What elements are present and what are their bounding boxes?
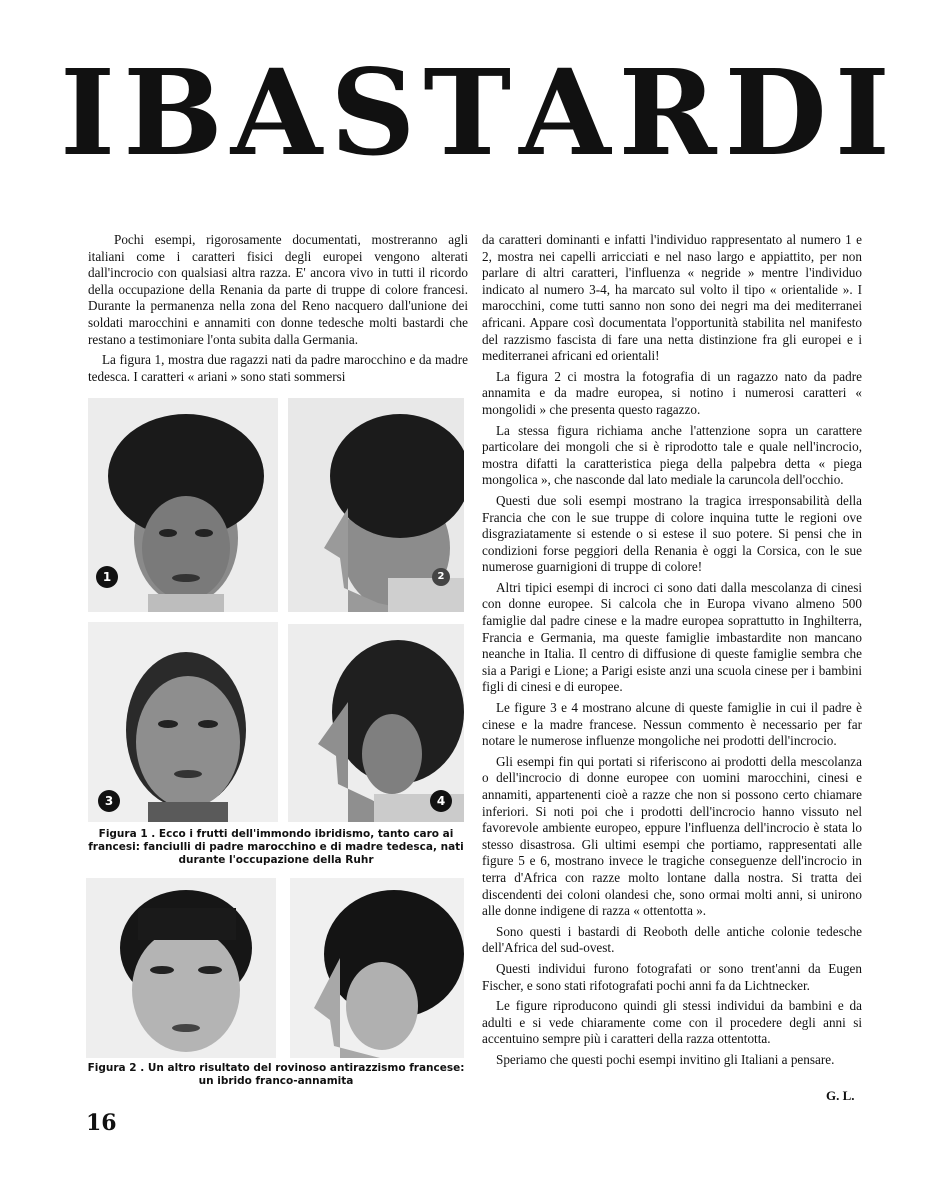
title-letter: I [60,43,116,182]
title-letter: B [123,43,223,182]
figure-number-badge: 2 [432,568,450,586]
paragraph: La figura 1, mostra due ragazzi nati da padre marocchino e da madre tedesca. I caratteri « ariani » sono stati sommersi [88,352,468,384]
paragraph: Gli esempi fin qui portati si riferiscono ai prodotti della mescolanza o dell'incrocio di donne europee con uomini marocchini, cinesi e annamiti, appartenenti cioè a razze che non si possono certo chiamare inferiori. Si noti poi che i prodotti dell'incrocio hanno vissuto nel favorevole ambiente europeo, eppure l'influenza dell'incrocio è stata lo stesso disastrosa. Gli ultimi esempi che portiamo, rappresentati alle figure 5 e 6, mostrano invece le tragiche conseguenze dell'incrocio in terra d'Africa con razze molto lontane dalla nostra. Si tratta dei discendenti dei coloni olandesi che, sono ormai molti anni, si unirono alle donne indigene di razza « ottentotta ». [482,753,862,919]
paragraph: da caratteri dominanti e infatti l'individuo rappresentato al numero 1 e 2, mostra nei capelli arricciati e nel naso largo e appiattito, per non parlare di altri caratteri, l'influenza « negride » mentre l'individuo indicato al numero 3-4, ha marcato sul volto il tipo « orientalide ». I marocchini, come tutti sanno non sono dei negri ma dei mediterranei africani. Appare così documentata l'opportunità stabilita nel manifesto del razzismo fascista di fare una netta distinzione fra gli europei e i mediterranei africani ed orientali! [482,232,862,364]
portrait-profile-bangs [290,878,464,1058]
title-letter: D [724,43,827,182]
figure-number-badge: 3 [98,790,120,812]
title-letter: A [230,43,323,182]
photo-figure-2-profile [290,878,464,1058]
paragraph: Le figure 3 e 4 mostrano alcune di queste famiglie in cui il padre è cinese e la madre francese. Nessun commento è necessario per far notare le numerose influenze mongoliche nei prodotti dell'incrocio. [482,700,862,749]
paragraph: Le figure riproducono quindi gli stessi individui da bambini e da adulti e si vede chiaramente come con il procedere degli anni si accentuino sempre più i caratteri della razza ottentotta. [482,998,862,1047]
left-column [88,232,468,389]
title-letter: T [423,43,512,182]
paragraph: Pochi esempi, rigorosamente documentati, mostreranno agli italiani come i caratteri fisici degli europei vengono alterati dall'incrocio con qualsiasi altra razza. E' ancora vivo in tutti il ricordo della occupazione della Renania da parte di truppe di colore francesi. Durante la permanenza nella zona del Reno nacquero dall'unione dei soldati marocchini e annamiti con donne tedesche molti bastardi che restano a testimoniare l'onta subita dalla Germania. [88,232,468,347]
page-number: 16 [86,1110,117,1136]
paragraph: Altri tipici esempi di incroci ci sono dati dalla mescolanza di cinesi con donne europee. Si calcola che in Europa vivano almeno 500 famiglie dal padre cinese e la madre europea soprattutto in Inghilterra, Francia e Germania, ma queste famiglie imbastardite non mancano neanche in Italia. Il centro di diffusione di queste famiglie sembra che sia a Parigi e Lione; a Parigi esiste anzi una scuola cinese per i bambini figli di cinesi e di europee. [482,579,862,695]
paragraph: Speriamo che questi pochi esempi invitino gli Italiani a pensare. [496,1051,835,1067]
paragraph: Questi due soli esempi mostrano la tragica irresponsabilità della Francia che con le sue truppe di colore inquina tutte le regioni ove disgraziatamente si estende o si estese il suo potere. Si pensi che in condizioni forse peggiori della Renania è oggi la Corsica, con le sue numerose guarnigioni di truppe di colore! [482,492,862,575]
author-signature: G. L. [826,1088,855,1103]
photo-figure-2-front [86,878,276,1058]
caption-figure-1: Figura 1 . Ecco i frutti dell'immondo ibridismo, tanto caro ai francesi: fanciulli di padre marocchino e di madre tedesca, nati durante l'occupazione della Ruhr [88,828,464,866]
title-letter: I [834,43,890,182]
title-letter: A [519,43,611,182]
paragraph: La figura 2 ci mostra la fotografia di un ragazzo nato da padre annamita e da madre europea, si notino i numerosi caratteri « mongolidi » che presenta questo ragazzo. [482,368,862,417]
title-letter: S [330,43,416,182]
paragraph: Sono questi i bastardi di Reoboth delle antiche colonie tedesche dell'Africa del sud-ovest. [482,923,862,956]
figure-number-badge: 1 [96,566,118,588]
caption-figure-2: Figura 2 . Un altro risultato del rovinoso antirazzismo francese: un ibrido franco-annamita [87,1062,465,1087]
title-letter: R [618,43,717,182]
paragraph: La stessa figura richiama anche l'attenzione sopra un carattere particolare dei mongoli che si è riprodotto tale e quale nell'incrocio, mostra difatti la caratteristica piega della palpebra detta « piega mongolica », che nasconde dal lato mediale la caruncola dell'occhio. [482,422,862,488]
right-column [482,232,862,1073]
portrait-front-bangs [86,878,276,1058]
figure-number-badge: 4 [430,790,452,812]
paragraph: Questi individui furono fotografati or sono trent'anni da Eugen Fischer, e sono stati rifotografati pochi anni fa da Lichtnecker. [482,960,862,993]
article-title [60,43,890,182]
